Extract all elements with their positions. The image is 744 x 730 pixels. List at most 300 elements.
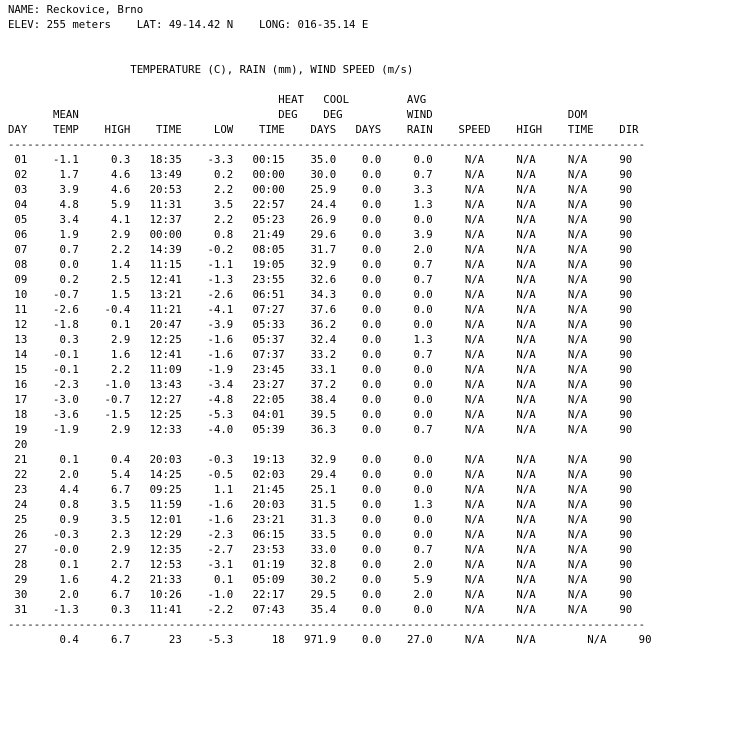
table-cell: N/A bbox=[535, 303, 588, 316]
table-cell: N/A bbox=[432, 303, 485, 316]
table-cell: 2.2 bbox=[78, 363, 131, 376]
table-cell: 0.0 bbox=[336, 228, 382, 241]
table-cell: 90 bbox=[587, 258, 633, 271]
table-cell: 0.0 bbox=[381, 453, 433, 466]
table-cell: N/A bbox=[484, 318, 536, 331]
table-cell: N/A bbox=[535, 288, 588, 301]
table-cell: 1.3 bbox=[381, 198, 433, 211]
table-cell: 19:13 bbox=[233, 453, 285, 466]
table-row bbox=[8, 543, 632, 556]
table-cell: 19:05 bbox=[233, 258, 285, 271]
table-cell: N/A bbox=[432, 558, 485, 571]
table-cell: N/A bbox=[484, 303, 536, 316]
table-cell: 0.0 bbox=[336, 588, 382, 601]
table-cell: 3.5 bbox=[78, 498, 131, 511]
table-cell: 23:27 bbox=[233, 378, 285, 391]
table-cell: 09:25 bbox=[130, 483, 182, 496]
table-cell: -0.1 bbox=[27, 348, 79, 361]
table-cell: 23:53 bbox=[233, 543, 285, 556]
table-cell: 0.0 bbox=[381, 288, 433, 301]
table-cell: 90 bbox=[587, 183, 633, 196]
table-cell: 90 bbox=[587, 303, 633, 316]
table-cell: -1.1 bbox=[27, 153, 79, 166]
table-cell: -0.7 bbox=[78, 393, 131, 406]
table-row bbox=[8, 318, 632, 331]
table-cell: 90 bbox=[587, 228, 633, 241]
table-cell: 18:35 bbox=[130, 153, 182, 166]
table-cell: 0.0 bbox=[381, 483, 433, 496]
table-cell: 12:29 bbox=[130, 528, 182, 541]
table-cell: -2.7 bbox=[181, 543, 234, 556]
table-cell: 0.7 bbox=[27, 243, 79, 256]
table-cell: N/A bbox=[432, 498, 485, 511]
table-cell: 4.2 bbox=[78, 573, 131, 586]
table-cell: 22 bbox=[8, 468, 28, 481]
table-cell: 90 bbox=[587, 603, 633, 616]
table-cell: N/A bbox=[484, 468, 536, 481]
table-cell: 1.3 bbox=[381, 498, 433, 511]
table-cell: 05:23 bbox=[233, 213, 285, 226]
separator: --------------------------------------------------------------------------------------------------- bbox=[8, 138, 646, 151]
table-cell: N/A bbox=[535, 483, 588, 496]
table-cell: N/A bbox=[535, 198, 588, 211]
table-cell: N/A bbox=[535, 258, 588, 271]
table-cell: 90 bbox=[587, 558, 633, 571]
table-row bbox=[8, 348, 632, 361]
table-cell: -0.5 bbox=[181, 468, 234, 481]
table-cell: 0.0 bbox=[336, 543, 382, 556]
table-cell: 29.6 bbox=[284, 228, 337, 241]
table-cell: 05:09 bbox=[233, 573, 285, 586]
table-cell: 10:26 bbox=[130, 588, 182, 601]
table-cell: N/A bbox=[432, 318, 485, 331]
table-cell: 37.2 bbox=[284, 378, 337, 391]
table-cell: N/A bbox=[484, 153, 536, 166]
table-cell: 0.0 bbox=[336, 243, 382, 256]
table-cell: 0.0 bbox=[336, 168, 382, 181]
table-cell: 06:51 bbox=[233, 288, 285, 301]
table-cell: 4.1 bbox=[78, 213, 131, 226]
table-cell: N/A bbox=[432, 228, 485, 241]
table-cell: 0.0 bbox=[336, 573, 382, 586]
table-cell: 33.0 bbox=[284, 543, 337, 556]
table-cell: N/A bbox=[432, 453, 485, 466]
table-cell: 07 bbox=[8, 243, 28, 256]
table-cell: 90 bbox=[587, 243, 633, 256]
table-cell: N/A bbox=[484, 423, 536, 436]
table-row bbox=[8, 288, 632, 301]
table-cell: 1.4 bbox=[78, 258, 131, 271]
table-cell: N/A bbox=[432, 258, 485, 271]
table-cell: 16 bbox=[8, 378, 28, 391]
table-cell: N/A bbox=[484, 348, 536, 361]
table-cell: N/A bbox=[484, 378, 536, 391]
table-cell: 5.9 bbox=[381, 573, 433, 586]
table-cell: 90 bbox=[587, 528, 633, 541]
table-cell: N/A bbox=[535, 573, 588, 586]
table-row bbox=[8, 258, 632, 271]
table-cell: N/A bbox=[535, 423, 588, 436]
table-cell: 0.0 bbox=[336, 453, 382, 466]
table-cell: 02:03 bbox=[233, 468, 285, 481]
table-cell: N/A bbox=[432, 198, 485, 211]
table-row bbox=[8, 483, 632, 496]
totals-cell: 27.0 bbox=[381, 633, 433, 646]
table-cell: 14:25 bbox=[130, 468, 182, 481]
table-row bbox=[8, 468, 632, 481]
table-cell: 90 bbox=[587, 153, 633, 166]
table-cell: 22:57 bbox=[233, 198, 285, 211]
table-cell: 2.9 bbox=[78, 543, 131, 556]
table-cell: 01:19 bbox=[233, 558, 285, 571]
table-cell: 25 bbox=[8, 513, 28, 526]
table-cell: 5.4 bbox=[78, 468, 131, 481]
table-cell: 0.0 bbox=[336, 348, 382, 361]
table-cell: 08:05 bbox=[233, 243, 285, 256]
table-cell: 2.2 bbox=[181, 183, 234, 196]
table-cell: N/A bbox=[432, 408, 485, 421]
table-cell: 12:35 bbox=[130, 543, 182, 556]
table-cell: -0.1 bbox=[27, 363, 79, 376]
table-cell: 0.0 bbox=[336, 273, 382, 286]
table-cell: -0.0 bbox=[27, 543, 79, 556]
totals-cell bbox=[8, 633, 27, 646]
table-cell: 5.9 bbox=[78, 198, 131, 211]
table-cell: N/A bbox=[484, 483, 536, 496]
table-cell: 3.9 bbox=[381, 228, 433, 241]
table-cell: 0.0 bbox=[381, 318, 433, 331]
table-row bbox=[8, 273, 632, 286]
table-cell: 90 bbox=[587, 288, 633, 301]
table-cell: N/A bbox=[432, 243, 485, 256]
table-cell: 39.5 bbox=[284, 408, 337, 421]
table-cell: N/A bbox=[535, 183, 588, 196]
table-cell: 32.9 bbox=[284, 258, 337, 271]
table-cell: 09 bbox=[8, 273, 28, 286]
table-cell: N/A bbox=[535, 558, 588, 571]
table-cell: 12:41 bbox=[130, 273, 182, 286]
table-cell: -3.6 bbox=[27, 408, 79, 421]
table-cell: 90 bbox=[587, 408, 633, 421]
table-cell: 2.2 bbox=[181, 213, 234, 226]
table-cell: 3.5 bbox=[78, 513, 131, 526]
table-cell: N/A bbox=[535, 213, 588, 226]
table-cell: N/A bbox=[484, 168, 536, 181]
table-cell: 2.0 bbox=[27, 468, 79, 481]
table-cell: 31.5 bbox=[284, 498, 337, 511]
table-cell: N/A bbox=[535, 453, 588, 466]
table-cell: 34.3 bbox=[284, 288, 337, 301]
table-cell: 0.0 bbox=[336, 393, 382, 406]
table-cell: -2.3 bbox=[27, 378, 79, 391]
table-cell: N/A bbox=[484, 333, 536, 346]
table-cell: 29 bbox=[8, 573, 28, 586]
table-cell: 01 bbox=[8, 153, 28, 166]
table-cell: 90 bbox=[587, 453, 633, 466]
table-cell: N/A bbox=[535, 543, 588, 556]
table-cell: 20:03 bbox=[130, 453, 182, 466]
table-row bbox=[8, 528, 632, 541]
table-cell: 0.9 bbox=[27, 513, 79, 526]
table-cell: 2.0 bbox=[27, 588, 79, 601]
table-cell: 32.6 bbox=[284, 273, 337, 286]
table-cell: 1.3 bbox=[381, 333, 433, 346]
table-cell: 0.0 bbox=[381, 603, 433, 616]
table-cell: 12:53 bbox=[130, 558, 182, 571]
table-row bbox=[8, 438, 27, 451]
table-cell: 21 bbox=[8, 453, 28, 466]
table-cell: 26.9 bbox=[284, 213, 337, 226]
table-cell: 20:03 bbox=[233, 498, 285, 511]
table-cell: N/A bbox=[432, 153, 485, 166]
table-cell: -3.3 bbox=[181, 153, 234, 166]
table-cell: 0.7 bbox=[381, 423, 433, 436]
table-cell: 23 bbox=[8, 483, 28, 496]
table-cell: -3.9 bbox=[181, 318, 234, 331]
table-cell: 2.2 bbox=[78, 243, 131, 256]
table-cell: 90 bbox=[587, 318, 633, 331]
table-cell: 00:00 bbox=[233, 183, 285, 196]
table-cell: 0.0 bbox=[336, 423, 382, 436]
table-cell: 0.1 bbox=[78, 318, 131, 331]
table-cell: N/A bbox=[535, 273, 588, 286]
table-cell: 3.5 bbox=[181, 198, 234, 211]
table-cell: N/A bbox=[535, 468, 588, 481]
table-cell: N/A bbox=[484, 513, 536, 526]
table-cell: -5.3 bbox=[181, 408, 234, 421]
table-cell: 02 bbox=[8, 168, 28, 181]
table-cell: 13:43 bbox=[130, 378, 182, 391]
table-cell: -4.8 bbox=[181, 393, 234, 406]
table-cell: -1.0 bbox=[181, 588, 234, 601]
table-cell: 1.6 bbox=[27, 573, 79, 586]
table-cell: 90 bbox=[587, 588, 633, 601]
table-cell: 0.0 bbox=[336, 363, 382, 376]
table-row bbox=[8, 168, 632, 181]
table-cell: N/A bbox=[484, 528, 536, 541]
table-cell: 04:01 bbox=[233, 408, 285, 421]
table-cell: 90 bbox=[587, 198, 633, 211]
table-cell: 0.0 bbox=[336, 318, 382, 331]
station-location: ELEV: 255 meters LAT: 49-14.42 N LONG: 016-35.14 E bbox=[8, 18, 369, 31]
table-cell: 05:37 bbox=[233, 333, 285, 346]
table-cell: 12:41 bbox=[130, 348, 182, 361]
table-cell: 2.0 bbox=[381, 588, 433, 601]
table-cell: -1.6 bbox=[181, 498, 234, 511]
table-cell: N/A bbox=[535, 408, 588, 421]
table-cell: N/A bbox=[432, 378, 485, 391]
table-cell: 06:15 bbox=[233, 528, 285, 541]
totals-cell: N/A bbox=[432, 633, 485, 646]
table-cell: 37.6 bbox=[284, 303, 337, 316]
table-cell: 6.7 bbox=[78, 483, 131, 496]
table-row bbox=[8, 423, 632, 436]
table-row bbox=[8, 603, 632, 616]
table-cell: N/A bbox=[484, 258, 536, 271]
table-cell: 0.2 bbox=[27, 273, 79, 286]
table-cell: 3.4 bbox=[27, 213, 79, 226]
table-cell: 00:15 bbox=[233, 153, 285, 166]
table-cell: 0.0 bbox=[336, 558, 382, 571]
table-cell: 0.0 bbox=[336, 333, 382, 346]
column-header: HEAT COOL AVG bbox=[8, 93, 427, 106]
table-cell: 90 bbox=[587, 513, 633, 526]
table-cell: 07:27 bbox=[233, 303, 285, 316]
table-cell: 90 bbox=[587, 363, 633, 376]
table-cell: N/A bbox=[484, 198, 536, 211]
table-cell: 3.9 bbox=[27, 183, 79, 196]
table-cell: 33.1 bbox=[284, 363, 337, 376]
table-cell: -0.4 bbox=[78, 303, 131, 316]
table-cell: N/A bbox=[484, 558, 536, 571]
table-cell: 23:21 bbox=[233, 513, 285, 526]
table-row bbox=[8, 378, 632, 391]
totals-cell: 0.4 bbox=[27, 633, 79, 646]
table-cell: 13 bbox=[8, 333, 28, 346]
table-cell: 21:33 bbox=[130, 573, 182, 586]
table-cell: -1.6 bbox=[181, 513, 234, 526]
table-cell: -4.0 bbox=[181, 423, 234, 436]
table-cell: 12:33 bbox=[130, 423, 182, 436]
table-cell: 33.5 bbox=[284, 528, 337, 541]
table-cell: 22:05 bbox=[233, 393, 285, 406]
table-cell: 90 bbox=[587, 213, 633, 226]
table-cell: N/A bbox=[432, 273, 485, 286]
table-row bbox=[8, 453, 632, 466]
table-cell: 0.0 bbox=[336, 303, 382, 316]
table-cell: 07:37 bbox=[233, 348, 285, 361]
table-cell: 4.4 bbox=[27, 483, 79, 496]
table-row bbox=[8, 183, 632, 196]
table-cell: 0.3 bbox=[78, 153, 131, 166]
table-cell: -2.6 bbox=[27, 303, 79, 316]
table-cell: 4.8 bbox=[27, 198, 79, 211]
table-cell: 18 bbox=[8, 408, 28, 421]
table-cell: 90 bbox=[587, 573, 633, 586]
table-cell: 30 bbox=[8, 588, 28, 601]
table-cell: 06 bbox=[8, 228, 28, 241]
table-cell: 0.0 bbox=[336, 258, 382, 271]
table-cell: N/A bbox=[432, 603, 485, 616]
table-cell: 14 bbox=[8, 348, 28, 361]
table-cell: N/A bbox=[484, 453, 536, 466]
separator: --------------------------------------------------------------------------------------------------- bbox=[8, 618, 646, 631]
table-cell: 2.9 bbox=[78, 423, 131, 436]
table-cell: N/A bbox=[535, 513, 588, 526]
table-cell: -1.0 bbox=[78, 378, 131, 391]
table-cell: 1.7 bbox=[27, 168, 79, 181]
table-cell: N/A bbox=[432, 588, 485, 601]
table-row bbox=[8, 573, 632, 586]
table-cell: 0.0 bbox=[381, 363, 433, 376]
column-header: MEAN DEG DEG WIND DOM bbox=[8, 108, 588, 121]
table-cell: 0.0 bbox=[381, 408, 433, 421]
table-cell: 0.2 bbox=[181, 168, 234, 181]
table-cell: 11:59 bbox=[130, 498, 182, 511]
column-header: DAY TEMP HIGH TIME LOW TIME DAYS DAYS RAIN SPEED HIGH TIME DIR bbox=[8, 123, 639, 136]
table-cell: 08 bbox=[8, 258, 28, 271]
table-cell: N/A bbox=[432, 528, 485, 541]
table-cell: N/A bbox=[535, 378, 588, 391]
table-cell: N/A bbox=[535, 498, 588, 511]
table-cell: N/A bbox=[484, 183, 536, 196]
table-cell: 00:00 bbox=[130, 228, 182, 241]
table-cell: 0.0 bbox=[381, 303, 433, 316]
table-cell: N/A bbox=[432, 213, 485, 226]
table-cell: 29.5 bbox=[284, 588, 337, 601]
table-cell: 24 bbox=[8, 498, 28, 511]
table-cell: 1.6 bbox=[78, 348, 131, 361]
table-cell: 27 bbox=[8, 543, 28, 556]
table-cell: 0.7 bbox=[381, 543, 433, 556]
table-cell: N/A bbox=[535, 228, 588, 241]
table-cell: -3.4 bbox=[181, 378, 234, 391]
table-cell: 11:15 bbox=[130, 258, 182, 271]
table-cell: 2.3 bbox=[78, 528, 131, 541]
table-cell: -1.6 bbox=[181, 348, 234, 361]
table-row bbox=[8, 243, 632, 256]
table-cell: 90 bbox=[587, 423, 633, 436]
table-cell: 90 bbox=[587, 378, 633, 391]
table-cell: N/A bbox=[432, 468, 485, 481]
table-cell: -0.2 bbox=[181, 243, 234, 256]
table-cell: 32.9 bbox=[284, 453, 337, 466]
table-cell: 0.3 bbox=[27, 333, 79, 346]
totals-cell: -5.3 bbox=[181, 633, 234, 646]
table-cell: N/A bbox=[432, 573, 485, 586]
table-cell: N/A bbox=[484, 393, 536, 406]
table-row bbox=[8, 393, 632, 406]
table-cell: -1.6 bbox=[181, 333, 234, 346]
table-cell: 12:01 bbox=[130, 513, 182, 526]
table-cell: 36.2 bbox=[284, 318, 337, 331]
report-title: TEMPERATURE (C), RAIN (mm), WIND SPEED (m/s) bbox=[8, 63, 414, 76]
table-cell: 12:27 bbox=[130, 393, 182, 406]
table-cell: 0.0 bbox=[381, 213, 433, 226]
table-cell: 90 bbox=[587, 498, 633, 511]
table-row bbox=[8, 333, 632, 346]
table-cell: N/A bbox=[484, 243, 536, 256]
table-cell: -0.7 bbox=[27, 288, 79, 301]
table-cell: 0.0 bbox=[336, 603, 382, 616]
table-cell: 0.0 bbox=[381, 393, 433, 406]
table-cell: 0.0 bbox=[381, 468, 433, 481]
table-cell: N/A bbox=[535, 153, 588, 166]
table-cell: 21:49 bbox=[233, 228, 285, 241]
table-cell: N/A bbox=[432, 348, 485, 361]
table-row bbox=[8, 198, 632, 211]
table-cell: 90 bbox=[587, 273, 633, 286]
table-cell: 90 bbox=[587, 333, 633, 346]
table-cell: 38.4 bbox=[284, 393, 337, 406]
table-cell: 05:39 bbox=[233, 423, 285, 436]
table-cell: 30.0 bbox=[284, 168, 337, 181]
table-cell: N/A bbox=[432, 393, 485, 406]
table-cell: 33.2 bbox=[284, 348, 337, 361]
table-cell: 0.0 bbox=[336, 408, 382, 421]
totals-cell: N/A bbox=[535, 633, 607, 646]
table-cell: N/A bbox=[535, 318, 588, 331]
table-row bbox=[8, 213, 632, 226]
table-row bbox=[8, 408, 632, 421]
table-cell: 2.7 bbox=[78, 558, 131, 571]
table-cell: N/A bbox=[432, 483, 485, 496]
table-cell: 2.9 bbox=[78, 228, 131, 241]
table-cell: 31.3 bbox=[284, 513, 337, 526]
table-cell: 05 bbox=[8, 213, 28, 226]
table-cell: 31.7 bbox=[284, 243, 337, 256]
table-cell: 90 bbox=[587, 483, 633, 496]
